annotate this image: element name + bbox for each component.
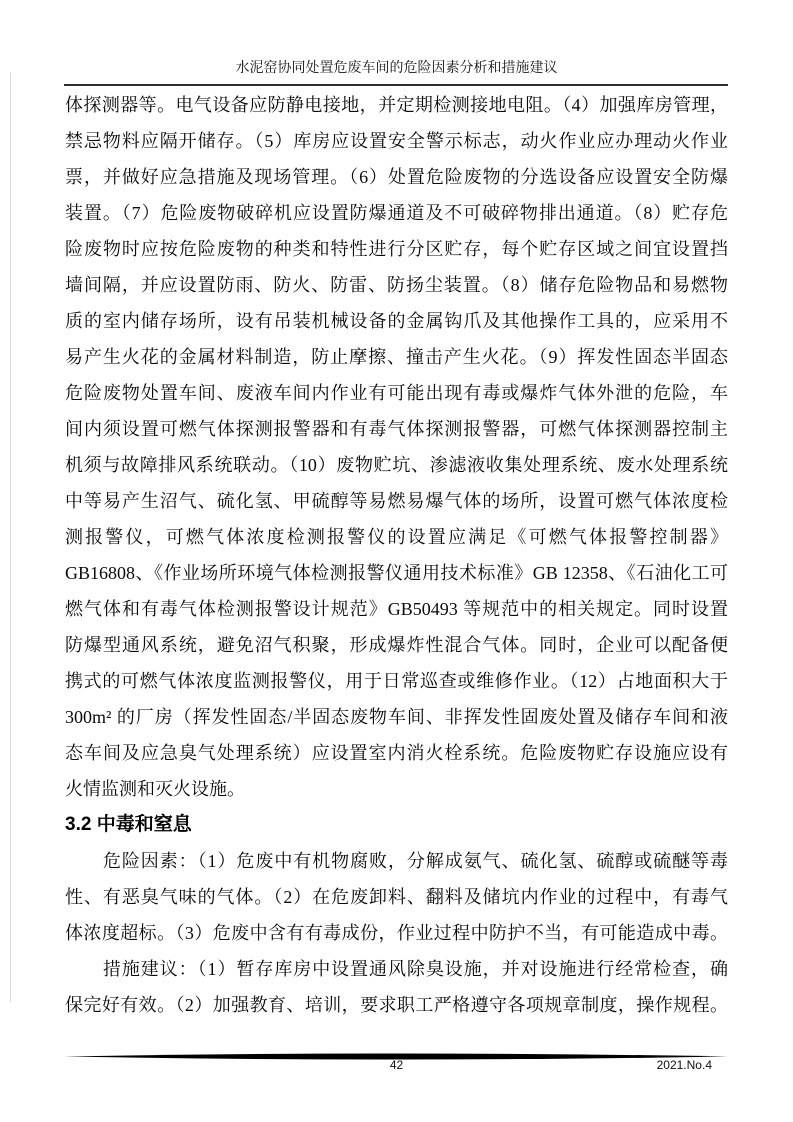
body-text-line: 防爆型通风系统，避免沼气积聚，形成爆炸性混合气体。同时，企业可以配备便: [65, 635, 728, 655]
section-heading: 3.2 中毒和窒息: [65, 814, 192, 835]
body-text-line: 体浓度超标。（3）危废中含有有毒成份，作业过程中防护不当，有可能造成中毒。: [65, 923, 728, 943]
page-number: 42: [389, 1058, 404, 1072]
body-text-line: 性、有恶臭气味的气体。（2）在危废卸料、翻料及储坑内作业的过程中，有毒气: [65, 887, 728, 907]
body-text-line: 危险废物处置车间、废液车间内作业有可能出现有毒或爆炸气体外泄的危险，车: [65, 383, 728, 403]
body-text-line: 300m² 的厂房（挥发性固态/半固态废物车间、非挥发性固废处置及储存车间和液: [65, 707, 728, 727]
body-text-line: 墙间隔，并应设置防雨、防火、防雷、防扬尘装置。（8）储存危险物品和易燃物: [65, 275, 728, 295]
body-text-line: 间内须设置可燃气体探测报警器和有毒气体探测报警器，可燃气体探测器控制主: [65, 419, 728, 439]
body-text-line: 票，并做好应急措施及现场管理。（6）处置危险废物的分选设备应设置安全防爆: [65, 167, 728, 187]
body-text-line: 保完好有效。（2）加强教育、培训，要求职工严格遵守各项规章制度，操作规程。: [65, 995, 728, 1015]
running-header-title: 水泥窑协同处置危废车间的危险因素分析和措施建议: [235, 61, 558, 76]
body-text-line: 态车间及应急臭气处理系统）应设置室内消火栓系统。危险废物贮存设施应设有: [65, 743, 728, 763]
body-text-line: 机须与故障排风系统联动。（10）废物贮坑、渗滤液收集处理系统、废水处理系统: [65, 455, 728, 475]
body-text-line: 险废物时应按危险废物的种类和特性进行分区贮存，每个贮存区域之间宜设置挡: [65, 239, 728, 259]
body-text-line: 测报警仪，可燃气体浓度检测报警仪的设置应满足《可燃气体报警控制器》: [65, 527, 728, 547]
body-text-line: 体探测器等。电气设备应防静电接地，并定期检测接地电阻。（4）加强库房管理，: [65, 95, 728, 115]
body-text-line: 禁忌物料应隔开储存。（5）库房应设置安全警示标志，动火作业应办理动火作业: [65, 131, 728, 151]
body-text-line: 中等易产生沼气、硫化氢、甲硫醇等易燃易爆气体的场所，设置可燃气体浓度检: [65, 491, 728, 511]
body-text-line: 易产生火花的金属材料制造，防止摩擦、撞击产生火花。（9）挥发性固态半固态: [65, 347, 728, 367]
issue-number: 2021.No.4: [656, 1058, 712, 1072]
body-text-line: 装置。（7）危险废物破碎机应设置防爆通道及不可破碎物排出通道。（8）贮存危: [65, 203, 728, 223]
body-text-line: 火情监测和灭火设施。: [65, 779, 245, 799]
page-footer: [65, 1058, 728, 1076]
body-text-line: GB16808、《作业场所环境气体检测报警仪通用技术标准》GB 12358、《石油化工可: [65, 563, 728, 583]
header-rule: [64, 84, 728, 86]
body-text-line: 燃气体和有毒气体检测报警设计规范》GB50493 等规范中的相关规定。同时设置: [65, 599, 728, 619]
body-text-line: 质的室内储存场所，设有吊装机械设备的金属钩爪及其他操作工具的，应采用不: [65, 311, 728, 331]
footer-rule: [64, 1048, 728, 1056]
body-text-line: 措施建议：（1）暂存库房中设置通风除臭设施，并对设施进行经常检查，确: [65, 959, 728, 979]
scan-edge-artifact: [10, 72, 11, 1002]
body-text-line: 危险因素：（1）危废中有机物腐败，分解成氨气、硫化氢、硫醇或硫醚等毒: [65, 851, 728, 871]
body-text-line: 携式的可燃气体浓度监测报警仪，用于日常巡查或维修作业。（12）占地面积大于: [65, 671, 728, 691]
page-body: [65, 87, 728, 1023]
